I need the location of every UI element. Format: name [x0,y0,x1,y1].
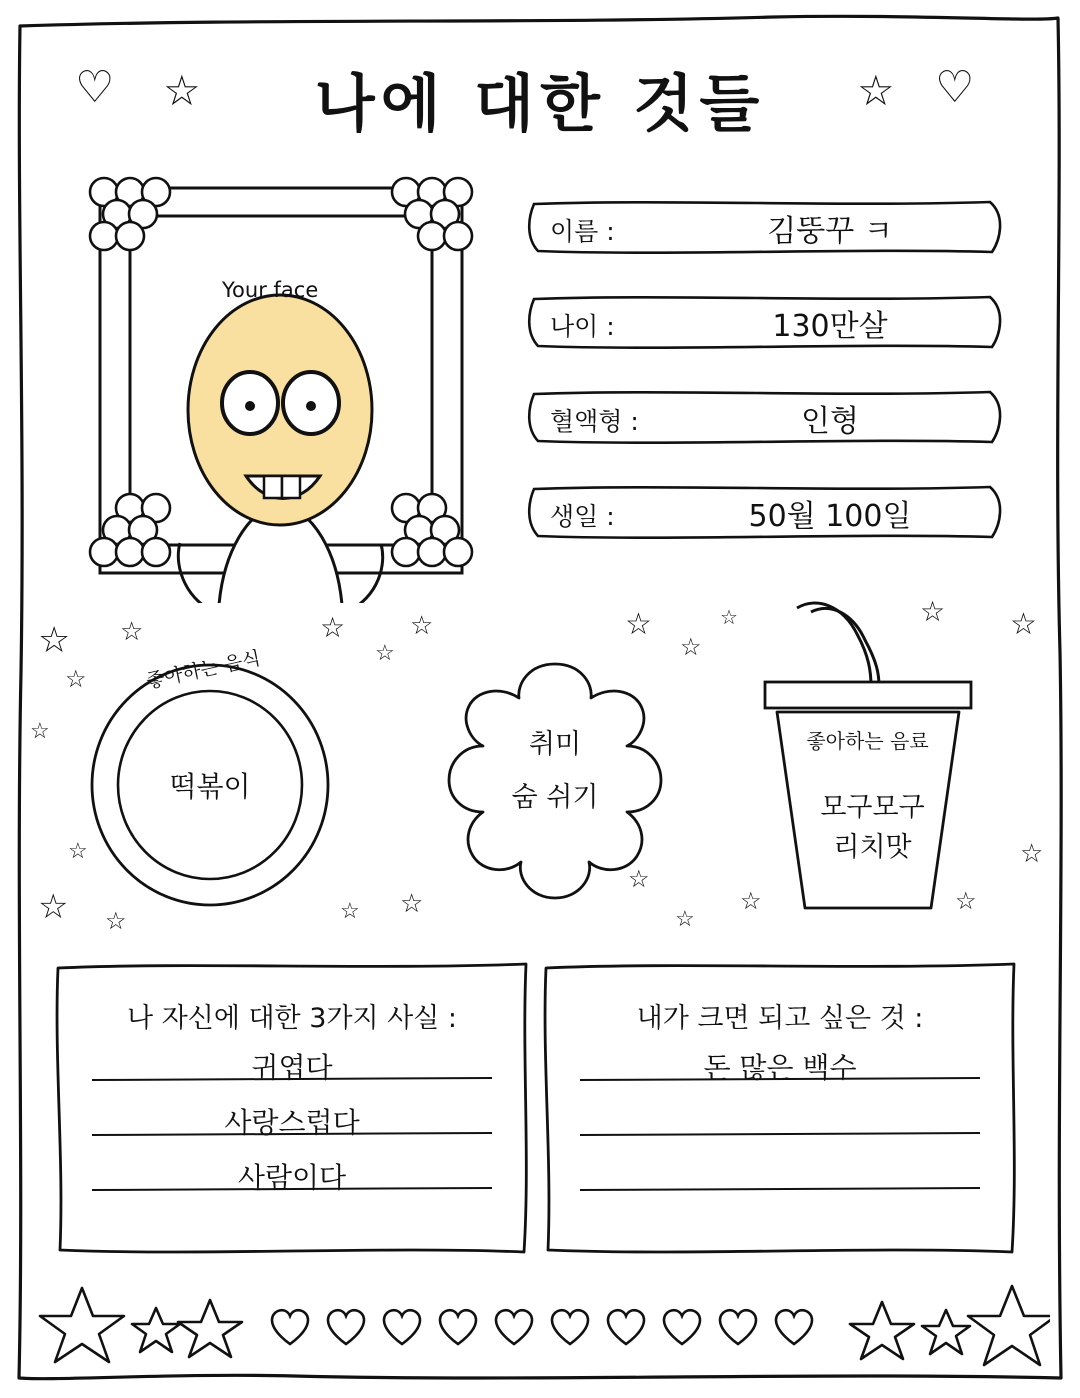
field-label: 이름 : [550,217,615,246]
page-title-text: 나에 대한 것들 [314,66,766,140]
favorite-food-label: 좋아하는 음식 [144,647,263,693]
dream-title: 내가 크면 되고 싶은 것 : [636,1003,924,1034]
three-facts-line-3[interactable]: 사람이다 [237,1161,347,1194]
info-fields [520,196,1010,576]
star-icon [163,70,201,112]
three-facts-title: 나 자신에 대한 3가지 사실 : [126,1003,457,1034]
hobby-label: 취미 [528,729,582,760]
dream-line-1[interactable]: 돈 많은 백수 [703,1051,857,1084]
favorite-drink-value-line2[interactable]: 리치맛 [833,832,912,863]
field-label: 나이 : [550,312,615,341]
field-value[interactable]: 인형 [801,404,859,439]
field-value[interactable]: 50월 100일 [748,499,912,534]
dream-box[interactable] [540,958,1020,1258]
favorite-drink-cup[interactable] [745,590,990,920]
field-label: 혈액형 : [550,407,639,436]
field-value[interactable]: 김뚱꾸 ㅋ [767,214,893,249]
field-label: 생일 : [550,502,615,531]
hobby-value[interactable]: 숨 쉬기 [511,782,599,813]
heart-icon [935,66,974,110]
field-age[interactable] [520,291,1010,353]
field-value[interactable]: 130만살 [772,309,888,344]
footer-decoration [30,1280,1050,1370]
favorite-food-value[interactable]: 떡볶이 [169,770,251,803]
three-facts-line-1[interactable]: 귀엽다 [251,1051,333,1084]
heart-icon [75,66,114,110]
star-icon [857,70,895,112]
field-birthday[interactable] [520,481,1010,543]
three-facts-box[interactable] [52,958,532,1258]
favorite-drink-value-line1[interactable]: 모구모구 [820,792,925,823]
your-face-placeholder: Your face [222,278,319,302]
photo-frame[interactable] [68,158,493,603]
field-name[interactable] [520,196,1010,258]
three-facts-line-2[interactable]: 사랑스럽다 [224,1106,360,1139]
field-blood-type[interactable] [520,386,1010,448]
face-doodle [178,295,382,603]
favorite-drink-label: 좋아하는 음료 [806,729,929,753]
